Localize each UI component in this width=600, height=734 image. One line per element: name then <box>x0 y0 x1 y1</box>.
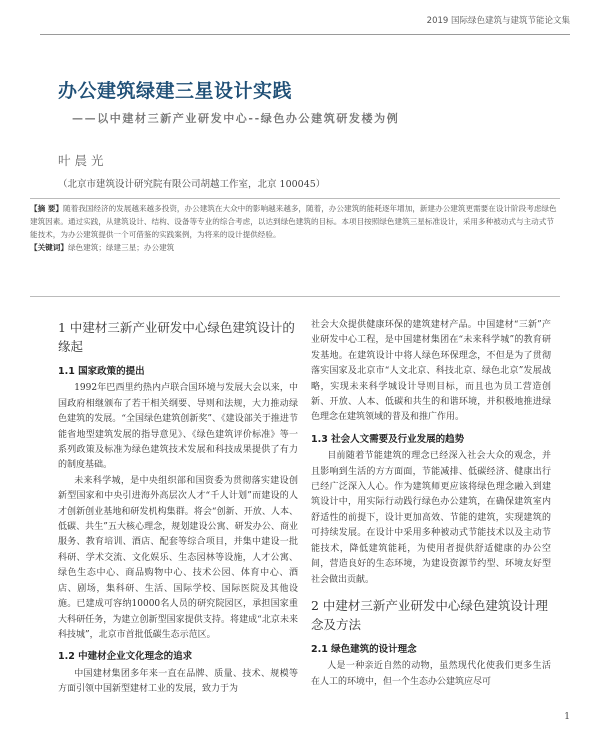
header-rule <box>40 34 570 35</box>
right-column <box>311 318 551 690</box>
section-1-heading: 1 中建材三新产业研发中心绿色建筑设计的缘起 <box>58 320 295 354</box>
continued-paragraph: 社会大众提供健康环保的建筑建材产品。中国建材“三新”产业研发中心工程，是中国建材集团在“未来科学城”的教育研发基地。在建筑设计中将人绿色环保理念，不但是为了贯彻落实国家及北京市“人文北京、科技北京、绿色北京”发展战略，实现未来科学城设计导则目标，而且也为员工营造创新、开放、人本、低碳和共生的和谐环境，并积极地推进绿色理念在建筑领域的普及和推广作用。 <box>311 320 551 423</box>
author-name: 叶晨光 <box>58 153 108 168</box>
author-affiliation: （北京市建筑设计研究院有限公司胡越工作室，北京 100045） <box>58 179 326 190</box>
section-2-1-heading: 2.1 绿色建筑的设计理念 <box>311 643 417 655</box>
section-1-2-heading: 1.2 中建材企业文化理念的追求 <box>58 651 193 663</box>
article-subtitle: ——以中建材三新产业研发中心--绿色办公建筑研发楼为例 <box>72 112 400 125</box>
page-number: 1 <box>564 712 570 722</box>
abstract-label: 【摘 要】 <box>30 204 64 213</box>
abstract-block <box>30 202 560 254</box>
left-column <box>58 318 298 698</box>
section-1-1-heading: 1.1 国家政策的提出 <box>58 366 145 377</box>
section-1-1-paragraph-2: 未来科学城，是中央组织部和国资委为贯彻落实建设创新型国家和中央引进海外高层次人才“千人计划”而建设的人才创新创业基地和研发机构集群。将会“创新、开放、人本、低碳、共生”五大核心理念，规划建设公寓、研发办公、商业服务、教育培训、酒店、配套等综合项目，并集中建设一批科研、学术交流、文化娱乐、生态园林等设施，人才公寓、绿色生态中心、商品购物中心、技术公园、体育中心、酒店、剧场，集科研、生活、国际学校、国际医院及其他设施。已建成可容纳10000名人员的研究院园区，承担国家重大科研任务，为建立创新型国家提供支持。将建成“北京未来科技城”，北京市首批低碳生态示范区。 <box>58 475 298 640</box>
abstract-top-rule <box>30 198 560 199</box>
section-1-3-heading: 1.3 社会人文需要及行业发展的趋势 <box>311 433 465 445</box>
article-title: 办公建筑绿建三星设计实践 <box>58 80 293 102</box>
keywords-line <box>30 241 560 254</box>
abstract-bottom-rule <box>30 296 560 297</box>
section-2-1-paragraph-1: 人是一种亲近自然的动物，虽然现代化使我们更多生活在人工的环境中，但一个生态办公建筑应尽可 <box>311 661 551 687</box>
section-1-1-paragraph-1: 1992年巴西里约热内卢联合国环境与发展大会以来，中国政府相继颁布了若干相关纲要、导则和法规，大力推动绿色建筑的发展。“全国绿色建筑创新奖”、《建设部关于推进节能省地型建筑发展的指导意见》、《绿色建筑评价标准》等一系列政策及标准为绿色建筑技术发展和科技成果提供了有力的制度基础。 <box>58 383 298 471</box>
section-1-3-paragraph-1: 目前随着节能建筑的理念已经深入社会大众的观念，并且影响到生活的方方面面，节能减排、低碳经济、健康出行已经广泛深入人心。作为建筑师更应该将绿色理念融入到建筑设计中，用实际行动践行绿色办公建筑，在确保建筑室内舒适性的前提下，设计更加高效、节能的建筑，实现建筑的可持续发展。在设计中采用多种被动式节能技术以及主动节能技术，降低建筑能耗，为使用者提供舒适健康的办公空间，营造良好的生态环境，为建设资源节约型、环境友好型社会做出贡献。 <box>311 451 551 585</box>
section-1-2-paragraph-1: 中国建材集团多年来一直在品牌、质量、技术、规模等方面引领中国新型建材工业的发展，致力于为 <box>58 668 298 695</box>
keywords-text: 绿色建筑；绿建三星；办公建筑 <box>67 243 175 252</box>
abstract-paragraph <box>30 202 560 241</box>
section-2-heading: 2 中建材三新产业研发中心绿色建筑设计理念及方法 <box>311 597 548 632</box>
keywords-label: 【关键词】 <box>30 243 68 252</box>
running-header: 2019 国际绿色建筑与建筑节能论文集 <box>426 16 570 26</box>
abstract-text: 随着我国经济的发展越来越多投资，办公建筑在大众中的影响越来越多，随着，办公建筑的能耗逐年增加，新建办公建筑更需要在设计阶段考虑绿色建筑因素。通过实践，从建筑设计、结构、设备等专业的综合考虑，以达到绿色建筑的目标。本项目按照绿色建筑三星标准设计，采用多种被动式与主动式节能技术，为办公建筑提供一个可借鉴的实践案例，为将来的设计提供经验。 <box>30 204 557 239</box>
